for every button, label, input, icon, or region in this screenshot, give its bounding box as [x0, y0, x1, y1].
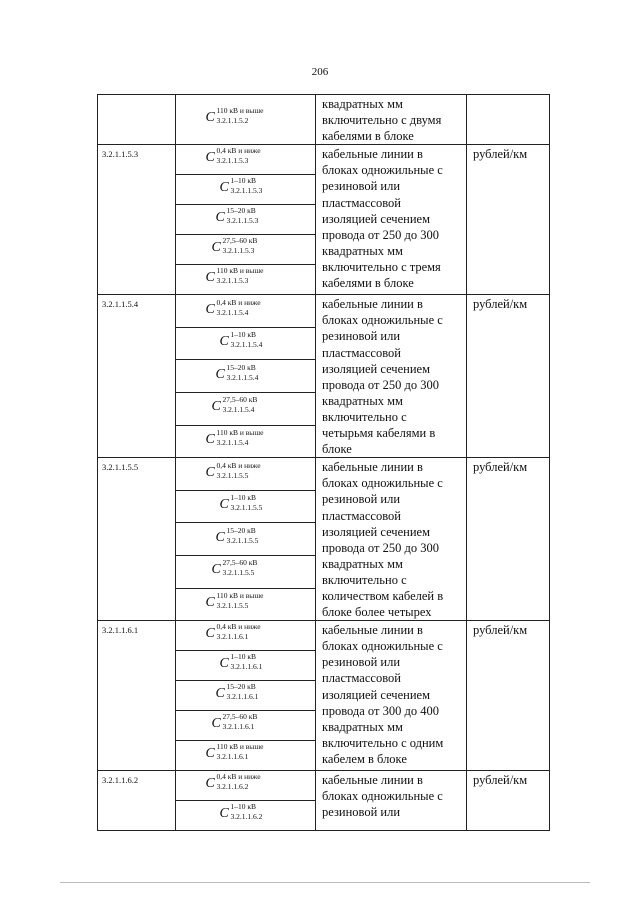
description-line: пластмассовой — [322, 508, 401, 523]
description-line: количеством кабелей в — [322, 588, 444, 603]
rate-symbol — [206, 265, 286, 289]
description-line: квадратных мм — [322, 393, 403, 408]
voltage-class: 0,4 кВ и ниже — [216, 622, 261, 632]
description-line: провода от 250 до 300 — [322, 227, 439, 242]
rate-symbol — [216, 205, 276, 229]
symbol-index: 3.2.1.1.5.5 — [222, 568, 255, 578]
description-line: резиновой или — [322, 179, 401, 194]
voltage-class: 110 кВ и выше — [216, 590, 264, 600]
table-row — [98, 621, 550, 651]
rate-description — [316, 145, 467, 295]
rate-code: 3.2.1.1.5.3 — [98, 145, 176, 295]
symbol-letter: C — [219, 180, 229, 196]
symbol-index: 3.2.1.1.5.2 — [216, 116, 249, 126]
rate-description — [316, 458, 467, 621]
symbol-index: 3.2.1.1.6.1 — [226, 692, 259, 702]
voltage-class: 15–20 кВ — [226, 525, 256, 535]
symbol-index: 3.2.1.1.6.1 — [222, 722, 255, 732]
description-line: включительно с — [322, 409, 407, 424]
symbol-letter: C — [215, 210, 225, 226]
symbol-index: 3.2.1.1.6.2 — [216, 782, 249, 792]
description-line: изоляцией сечением — [322, 211, 430, 226]
rate-code: 3.2.1.1.6.1 — [98, 621, 176, 771]
symbol-index: 3.2.1.1.5.4 — [230, 340, 263, 350]
rate-symbol — [206, 297, 286, 321]
symbol-index: 3.2.1.1.5.4 — [216, 307, 249, 317]
rate-symbol — [220, 329, 272, 353]
symbol-index: 3.2.1.1.5.3 — [226, 216, 259, 226]
description-line: резиновой или — [322, 492, 401, 507]
rate-symbol-cell — [176, 95, 316, 145]
description-line: квадратных мм — [322, 97, 403, 111]
symbol-letter: C — [205, 626, 215, 642]
description-line: блоках одножильные с — [322, 789, 443, 804]
symbol-index: 3.2.1.1.5.3 — [222, 246, 255, 256]
voltage-class: 27,5–60 кВ — [222, 558, 258, 568]
voltage-class: 110 кВ и выше — [216, 427, 264, 437]
description-line: включительно с одним — [322, 735, 444, 750]
symbol-letter: C — [205, 150, 215, 166]
rate-symbol-cell — [176, 681, 316, 711]
rate-symbol — [216, 525, 276, 549]
rate-symbol — [216, 362, 276, 386]
description-line: блоках одножильные с — [322, 476, 443, 491]
symbol-index: 3.2.1.1.6.1 — [216, 752, 249, 762]
rate-unit: рублей/км — [467, 621, 550, 771]
voltage-class: 1–10 кВ — [230, 330, 257, 340]
symbol-letter: C — [205, 110, 215, 126]
rate-symbol-cell — [176, 621, 316, 651]
page-number: 206 — [311, 66, 329, 78]
description-line: включительно с тремя — [322, 259, 441, 274]
tariff-table — [97, 94, 550, 831]
symbol-index: 3.2.1.1.6.2 — [230, 812, 263, 822]
description-line: квадратных мм — [322, 243, 403, 258]
rate-symbol — [220, 651, 272, 675]
rate-description — [316, 295, 467, 458]
description-line: пластмассовой — [322, 671, 401, 686]
symbol-letter: C — [211, 240, 221, 256]
rate-symbol-cell — [176, 555, 316, 588]
voltage-class: 1–10 кВ — [230, 652, 257, 662]
voltage-class: 110 кВ и выше — [216, 266, 264, 276]
rate-symbol-cell — [176, 711, 316, 741]
rate-unit: рублей/км — [467, 771, 550, 831]
voltage-class: 110 кВ и выше — [216, 742, 264, 752]
voltage-class: 1–10 кВ — [230, 802, 257, 812]
rate-unit: рублей/км — [467, 295, 550, 458]
rate-symbol-cell — [176, 771, 316, 801]
rate-symbol-cell — [176, 801, 316, 831]
voltage-class: 0,4 кВ и ниже — [216, 460, 261, 470]
rate-symbol-cell — [176, 588, 316, 621]
symbol-index: 3.2.1.1.5.4 — [222, 405, 255, 415]
description-line: пластмассовой — [322, 345, 401, 360]
rate-unit — [467, 95, 550, 145]
symbol-index: 3.2.1.1.5.4 — [226, 372, 259, 382]
description-line: включительно с двумя — [322, 113, 442, 128]
voltage-class: 15–20 кВ — [226, 682, 256, 692]
rate-symbol-cell — [176, 295, 316, 328]
rate-symbol — [212, 711, 280, 735]
description-line: блоках одножильные с — [322, 639, 443, 654]
voltage-class: 27,5–60 кВ — [222, 712, 258, 722]
symbol-letter: C — [205, 270, 215, 286]
description-line: кабельные линии в — [322, 297, 423, 312]
rate-symbol-cell — [176, 265, 316, 295]
rate-code: 3.2.1.1.5.4 — [98, 295, 176, 458]
symbol-index: 3.2.1.1.5.3 — [230, 186, 263, 196]
rate-symbol — [216, 681, 276, 705]
symbol-letter: C — [205, 464, 215, 480]
voltage-class: 27,5–60 кВ — [222, 236, 258, 246]
description-line: кабельные линии в — [322, 623, 423, 638]
symbol-index: 3.2.1.1.5.5 — [216, 470, 249, 480]
rate-symbol — [220, 492, 272, 516]
rate-symbol-cell — [176, 741, 316, 771]
symbol-letter: C — [215, 529, 225, 545]
voltage-class: 0,4 кВ и ниже — [216, 772, 261, 782]
symbol-index: 3.2.1.1.5.4 — [216, 437, 249, 447]
symbol-index: 3.2.1.1.5.5 — [230, 503, 263, 513]
table-row — [98, 771, 550, 801]
description-line: включительно с — [322, 572, 407, 587]
description-line: блоках одножильные с — [322, 163, 443, 178]
description-line: изоляцией сечением — [322, 361, 430, 376]
rate-symbol-cell — [176, 458, 316, 491]
description-line: резиновой или — [322, 329, 401, 344]
rate-symbol-cell — [176, 523, 316, 556]
rate-code: 3.2.1.1.5.5 — [98, 458, 176, 621]
voltage-class: 1–10 кВ — [230, 493, 257, 503]
rate-symbol — [212, 235, 280, 259]
rate-symbol — [212, 394, 280, 418]
rate-symbol — [206, 590, 286, 614]
symbol-index: 3.2.1.1.6.1 — [216, 632, 249, 642]
description-line: изоляцией сечением — [322, 687, 430, 702]
symbol-letter: C — [211, 562, 221, 578]
symbol-letter: C — [211, 716, 221, 732]
table-row — [98, 295, 550, 328]
voltage-class: 0,4 кВ и ниже — [216, 297, 261, 307]
voltage-class: 110 кВ и выше — [216, 106, 264, 116]
rate-symbol — [206, 145, 286, 169]
rate-symbol-cell — [176, 651, 316, 681]
symbol-index: 3.2.1.1.5.5 — [226, 535, 259, 545]
description-line: изоляцией сечением — [322, 524, 430, 539]
symbol-letter: C — [215, 686, 225, 702]
voltage-class: 15–20 кВ — [226, 206, 256, 216]
symbol-letter: C — [219, 497, 229, 513]
symbol-index: 3.2.1.1.5.3 — [216, 276, 249, 286]
rate-symbol — [206, 741, 286, 765]
rate-unit: рублей/км — [467, 458, 550, 621]
description-line: блоках одножильные с — [322, 313, 443, 328]
description-line: кабелем в блоке — [322, 751, 407, 766]
rate-symbol-cell — [176, 175, 316, 205]
symbol-letter: C — [219, 656, 229, 672]
description-line: кабельные линии в — [322, 460, 423, 475]
rate-symbol — [206, 771, 286, 795]
rate-symbol — [212, 557, 280, 581]
symbol-letter: C — [205, 746, 215, 762]
symbol-letter: C — [205, 594, 215, 610]
voltage-class: 0,4 кВ и ниже — [216, 146, 261, 156]
symbol-letter: C — [205, 431, 215, 447]
rate-symbol-cell — [176, 425, 316, 458]
rate-symbol-cell — [176, 360, 316, 393]
rate-symbol-cell — [176, 205, 316, 235]
description-line: резиновой или — [322, 655, 401, 670]
rate-symbol — [206, 460, 286, 484]
table-row — [98, 458, 550, 491]
rate-symbol-cell — [176, 327, 316, 360]
description-line: провода от 300 до 400 — [322, 703, 439, 718]
table-row — [98, 145, 550, 175]
rate-symbol-cell — [176, 393, 316, 426]
rate-code: 3.2.1.1.6.2 — [98, 771, 176, 831]
symbol-letter: C — [219, 806, 229, 822]
symbol-letter: C — [205, 301, 215, 317]
symbol-index: 3.2.1.1.5.5 — [216, 600, 249, 610]
voltage-class: 1–10 кВ — [230, 176, 257, 186]
symbol-index: 3.2.1.1.5.3 — [216, 156, 249, 166]
description-line: кабелями в блоке — [322, 276, 414, 291]
rate-symbol-cell — [176, 490, 316, 523]
symbol-letter: C — [211, 399, 221, 415]
rate-symbol-cell — [176, 235, 316, 265]
rate-description — [316, 95, 467, 145]
description-line: блоке более четырех — [322, 605, 432, 620]
symbol-letter: C — [219, 334, 229, 350]
rate-code — [98, 95, 176, 145]
description-line: квадратных мм — [322, 719, 403, 734]
description-line: резиновой или — [322, 805, 401, 820]
symbol-letter: C — [205, 776, 215, 792]
description-line: провода от 250 до 300 — [322, 377, 439, 392]
description-line: кабельные линии в — [322, 773, 423, 788]
rate-symbol-cell — [176, 145, 316, 175]
rate-description — [316, 621, 467, 771]
rate-description — [316, 771, 467, 831]
description-line: кабельные линии в — [322, 147, 423, 162]
rate-symbol — [206, 427, 286, 451]
rate-symbol — [220, 801, 272, 825]
voltage-class: 15–20 кВ — [226, 362, 256, 372]
description-line: пластмассовой — [322, 195, 401, 210]
description-line: кабелями в блоке — [322, 129, 414, 144]
rate-symbol — [206, 105, 286, 129]
rate-symbol — [206, 621, 286, 645]
symbol-letter: C — [215, 366, 225, 382]
page-bottom-divider — [60, 882, 590, 883]
rate-unit: рублей/км — [467, 145, 550, 295]
table-body — [98, 95, 550, 831]
table-row — [98, 95, 550, 145]
rate-symbol — [220, 175, 272, 199]
description-line: квадратных мм — [322, 556, 403, 571]
description-line: четырьмя кабелями в — [322, 426, 436, 441]
voltage-class: 27,5–60 кВ — [222, 395, 258, 405]
symbol-index: 3.2.1.1.6.1 — [230, 662, 263, 672]
description-line: блоке — [322, 442, 352, 457]
description-line: провода от 250 до 300 — [322, 540, 439, 555]
